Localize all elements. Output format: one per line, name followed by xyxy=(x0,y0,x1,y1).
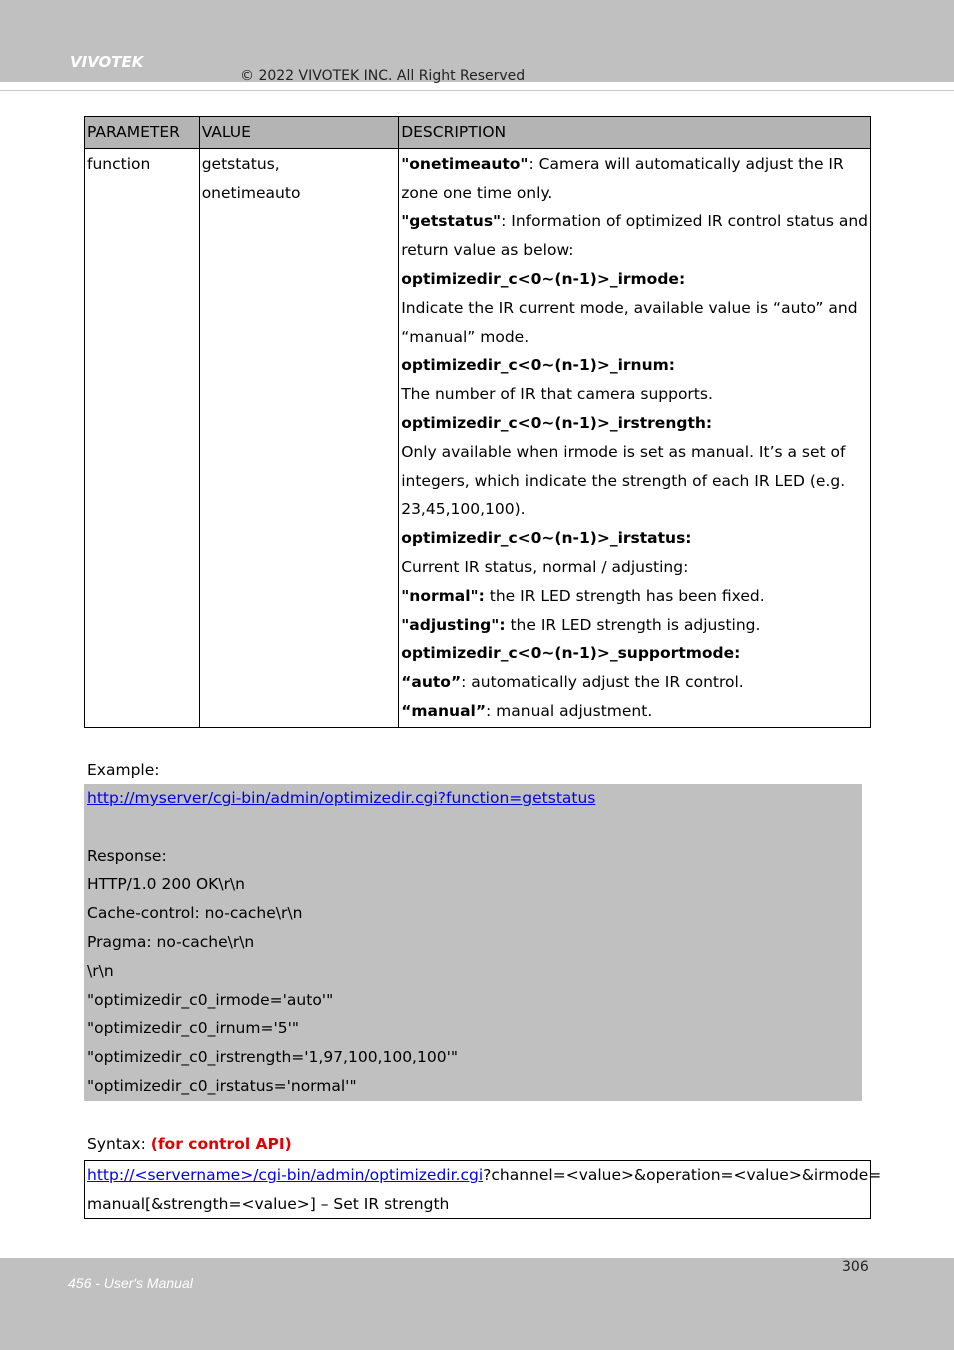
code-line xyxy=(87,813,859,842)
description-line xyxy=(401,351,868,380)
value-item: getstatus, xyxy=(201,154,280,173)
description-line xyxy=(401,294,868,323)
header-description: DESCRIPTION xyxy=(399,117,871,149)
syntax-url-link[interactable]: http://<servername>/cgi-bin/admin/optimizedir.cgi xyxy=(87,1166,484,1184)
description-line xyxy=(401,467,868,496)
description-line xyxy=(401,236,868,265)
description-term: "normal": xyxy=(401,586,485,605)
syntax-label xyxy=(87,1130,292,1159)
value-item: onetimeauto xyxy=(201,183,301,202)
description-text: Indicate the IR current mode, available value is “auto” and xyxy=(401,298,858,317)
code-line: HTTP/1.0 200 OK\r\n xyxy=(87,875,245,894)
description-text: the IR LED strength has been fixed. xyxy=(484,586,765,605)
syntax-box xyxy=(84,1160,882,1219)
code-line: "optimizedir_c0_irstrength='1,97,100,100,100'" xyxy=(87,1048,458,1067)
example-label: Example: xyxy=(87,761,160,779)
description-line xyxy=(401,323,868,352)
code-line: Cache-control: no-cache\r\n xyxy=(87,904,303,923)
description-text: zone one time only. xyxy=(401,183,553,202)
description-term: “auto” xyxy=(401,673,462,692)
description-line xyxy=(401,639,868,668)
description-line xyxy=(401,582,868,611)
description-line xyxy=(401,668,868,697)
description-text: “manual” mode. xyxy=(401,327,530,346)
code-line: \r\n xyxy=(87,961,114,980)
description-line xyxy=(401,553,868,582)
brand-logo: VIVOTEK xyxy=(70,53,144,71)
description-line xyxy=(401,380,868,409)
description-term: "onetimeauto" xyxy=(401,154,529,173)
copyright-text: © 2022 VIVOTEK INC. All Right Reserved xyxy=(240,68,526,84)
description-text: integers, which indicate the strength of each IR LED (e.g. xyxy=(401,471,846,490)
description-term: optimizedir_c<0~(n-1)>_irstatus: xyxy=(401,529,692,548)
syntax-line-2: manual[&strength=<value>] – Set IR strength xyxy=(87,1194,450,1213)
description-text: the IR LED strength is adjusting. xyxy=(505,615,761,634)
cell-parameter: function xyxy=(85,148,200,727)
description-term: "getstatus" xyxy=(401,212,502,231)
code-line: "optimizedir_c0_irmode='auto'" xyxy=(87,990,334,1009)
description-term: “manual” xyxy=(401,701,487,720)
description-line xyxy=(401,207,868,236)
description-line xyxy=(401,265,868,294)
description-text: : Camera will automatically adjust the IR xyxy=(528,154,844,173)
description-text: Only available when irmode is set as manual. It’s a set of xyxy=(401,442,846,461)
cell-value xyxy=(199,148,399,727)
description-line xyxy=(401,611,868,640)
description-text: Current IR status, normal / adjusting: xyxy=(401,557,689,576)
table-header-row xyxy=(85,117,871,149)
syntax-label-text: Syntax: xyxy=(87,1135,151,1153)
parameter-table xyxy=(84,116,871,728)
manual-label: 456 - User's Manual xyxy=(68,1275,193,1291)
table-row xyxy=(85,148,871,727)
header-divider xyxy=(0,90,954,91)
cell-description xyxy=(399,148,871,727)
code-line: Response: xyxy=(87,846,167,865)
description-term: optimizedir_c<0~(n-1)>_irstrength: xyxy=(401,413,713,432)
description-line xyxy=(401,697,868,726)
description-line xyxy=(401,438,868,467)
page-number: 306 xyxy=(842,1259,869,1275)
description-term: optimizedir_c<0~(n-1)>_irmode: xyxy=(401,269,686,288)
description-line xyxy=(401,409,868,438)
example-url-link[interactable]: http://myserver/cgi-bin/admin/optimizedir.cgi?function=getstatus xyxy=(87,789,596,807)
header-parameter: PARAMETER xyxy=(85,117,200,149)
code-line: Pragma: no-cache\r\n xyxy=(87,932,255,951)
example-code-block xyxy=(84,784,862,1101)
description-text: The number of IR that camera supports. xyxy=(401,385,713,404)
syntax-label-highlight: (for control API) xyxy=(150,1135,292,1153)
description-term: "adjusting": xyxy=(401,615,506,634)
code-line: "optimizedir_c0_irnum='5'" xyxy=(87,1019,299,1038)
description-text: : manual adjustment. xyxy=(486,701,653,720)
syntax-url-rest: ?channel=<value>&operation=<value>&irmode= xyxy=(483,1166,882,1184)
code-line: "optimizedir_c0_irstatus='normal'" xyxy=(87,1076,357,1095)
page-footer xyxy=(0,1258,954,1350)
description-text: : Information of optimized IR control status and xyxy=(501,212,868,231)
description-text: : automatically adjust the IR control. xyxy=(461,673,744,692)
header-value: VALUE xyxy=(199,117,399,149)
description-line xyxy=(401,150,868,179)
description-term: optimizedir_c<0~(n-1)>_irnum: xyxy=(401,356,675,375)
description-line xyxy=(401,179,868,208)
description-text: return value as below: xyxy=(401,241,574,260)
description-line xyxy=(401,495,868,524)
description-line xyxy=(401,524,868,553)
description-text: 23,45,100,100). xyxy=(401,500,526,519)
description-term: optimizedir_c<0~(n-1)>_supportmode: xyxy=(401,644,741,663)
